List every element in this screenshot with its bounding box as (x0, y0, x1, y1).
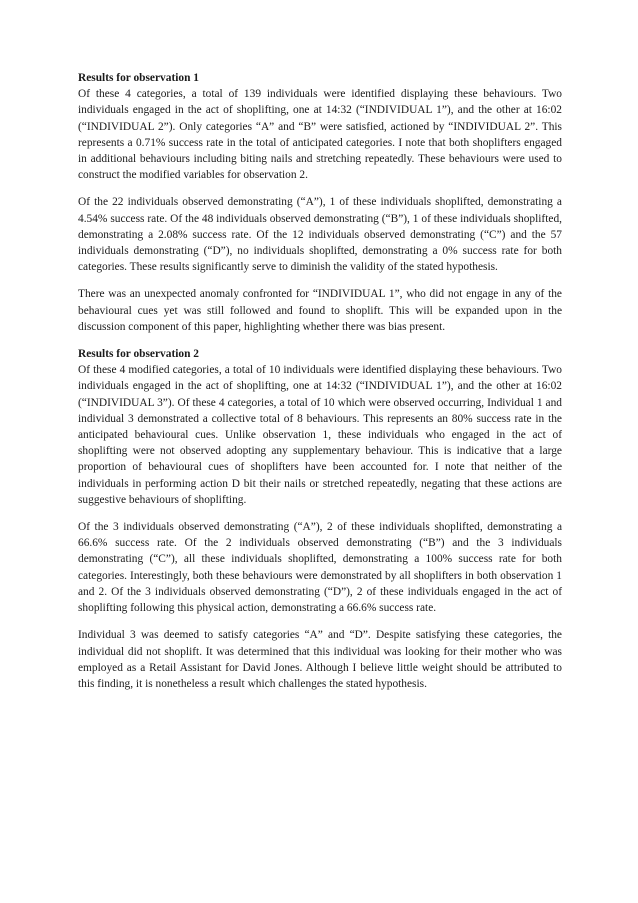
paragraph-observation-1-summary: Of these 4 categories, a total of 139 individuals were identified displaying these behaviours. Two individuals engaged in the act of shoplifting, one at 14:32 (“INDIVIDUAL 1”), and the other at 16:02 (“INDIVIDUAL 2”). Only categories “A” and “B” were satisfied, actioned by “INDIVIDUAL 2”. This represents a 0.71% success rate in the total of anticipated categories. I note that both shoplifters engaged in additional behaviours including biting nails and stretching repeatedly. These behaviours were used to construct the modified variables for observation 2. (78, 88, 562, 182)
paragraph-observation-1-categories: Of the 22 individuals observed demonstrating (“A”), 1 of these individuals shoplifted, demonstrating a 4.54% success rate. Of the 48 individuals observed demonstrating (“B”), 1 of these individuals shoplifted, demonstrating a 2.08% success rate. Of the 12 individuals observed demonstrating (“C”) and the 57 individuals demonstrating (“D”), no individuals shoplifted, demonstrating a 0% success rate for both categories. These results significantly serve to diminish the validity of the stated hypothesis. (78, 196, 562, 274)
paragraph-observation-1-anomaly: There was an unexpected anomaly confronted for “INDIVIDUAL 1”, who did not engage in any of the behavioural cues yet was still followed and found to shoplift. This will be expanded upon in the discussion component of this paper, highlighting whether there was bias present. (78, 288, 562, 333)
document-page (78, 70, 562, 703)
paragraph-observation-2-individual-3: Individual 3 was deemed to satisfy categories “A” and “D”. Despite satisfying these categories, the individual did not shoplift. It was determined that this individual was looking for their mother who was employed as a Retail Assistant for David Jones. Although I believe little weight should be attributed to this finding, it is nonetheless a result which challenges the stated hypothesis. (78, 629, 562, 690)
paragraph-observation-2-summary: Of these 4 modified categories, a total of 10 individuals were identified displaying these behaviours. Two individuals engaged in the act of shoplifting, one at 14:32 (“INDIVIDUAL 1”), and the other at 16:02 (“INDIVIDUAL 3”). Of these 4 categories, a total of 10 which were observed occurring, Individual 1 and individual 3 demonstrated a collective total of 8 behaviours. This represents an 80% success rate in the anticipated behavioural cues. Unlike observation 1, these individuals who engaged in the act of shoplifting were not observed adopting any supplementary behaviour. This is indicative that a large proportion of behavioural cues of shoplifters have been accounted for. I note that neither of the individuals in performing action D bit their nails or stretched repeatedly, negating that these actions are suggestive behaviours of shoplifting. (78, 364, 562, 506)
paragraph-observation-2-categories: Of the 3 individuals observed demonstrating (“A”), 2 of these individuals shoplifted, demonstrating a 66.6% success rate. Of the 2 individuals observed demonstrating (“B”) and the 3 individuals demonstrating (“C”), all these individuals shoplifted, demonstrating a 100% success rate for both categories. Interestingly, both these behaviours were demonstrated by all shoplifters in both observation 1 and 2. Of the 3 individuals observed demonstrating (“D”), 2 of these individuals engaged in the act of shoplifting following this physical action, demonstrating a 66.6% success rate. (78, 521, 562, 615)
section-heading-observation-1: Results for observation 1 (78, 72, 199, 84)
section-heading-observation-2: Results for observation 2 (78, 348, 199, 361)
